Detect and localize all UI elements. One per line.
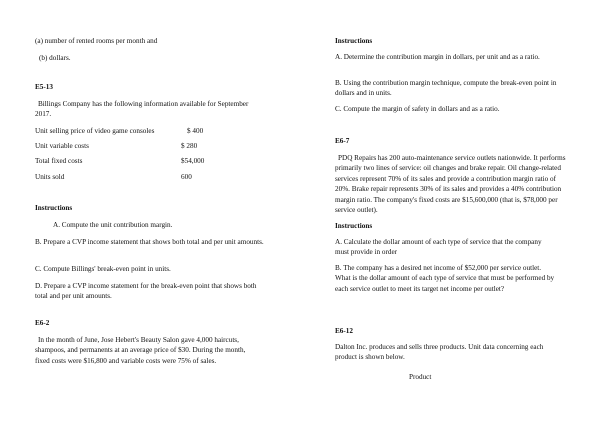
instruction-item: A. Calculate the dollar amount of each type of service that the company must provide in order xyxy=(335,238,542,257)
instruction-item: B. Prepare a CVP income statement that shows both total and per unit amounts. xyxy=(35,238,264,246)
instruction-item: A. Compute the unit contribution margin. xyxy=(53,221,173,229)
instruction-item: A. Determine the contribution margin in dollars, per unit and as a ratio. xyxy=(335,53,540,61)
intro-part-b: (b) dollars. xyxy=(39,54,71,62)
row-label: Total fixed costs xyxy=(35,157,83,165)
intro-part-a: (a) number of rented rooms per month and xyxy=(35,37,158,45)
exercise-text-e5-13: Billings Company has the following information available for September 2017. xyxy=(35,100,249,119)
row-label: Unit selling price of video game consoles xyxy=(35,127,155,135)
exercise-text-e6-2: In the month of June, Jose Hebert's Beauty Salon gave 4,000 haircuts, shampoos, and permanents at an average price of $30. During the month, fixed costs were $16,800 and variable costs were 75% of sales. xyxy=(35,336,246,365)
exercise-heading-e6-12: E6-12 xyxy=(335,327,353,335)
row-label: Unit variable costs xyxy=(35,142,89,150)
exercise-text-e6-7: PDQ Repairs has 200 auto-maintenance service outlets nationwide. It performs primarily two lines of service: oil changes and brake repair. Oil change-related services represent 70% of its sales and provide a contribution margin ratio of 20%. Brake repair represents 30% of its sales and provides a 40% contribution margin ratio. The company's fixed costs are $15,600,000 (that is, $78,000 per service outlet). xyxy=(335,154,566,215)
instruction-item: B. Using the contribution margin technique, compute the break-even point in dollars and in units. xyxy=(335,79,557,98)
instructions-heading: Instructions xyxy=(335,37,373,45)
instruction-item: C. Compute the margin of safety in dollars and as a ratio. xyxy=(335,105,500,113)
row-value: $ 280 xyxy=(181,142,198,150)
exercise-heading-e6-7: E6-7 xyxy=(335,137,350,145)
exercise-text-e6-12: Dalton Inc. produces and sells three products. Unit data concerning each product is shown below. xyxy=(335,343,544,362)
instruction-item: B. The company has a desired net income of $52,000 per service outlet. What is the dollar amount of each type of service that must be performed by each service outlet to meet its target net income per outlet? xyxy=(335,264,555,293)
table-row xyxy=(35,141,270,152)
instruction-item: C. Compute Billings' break-even point in units. xyxy=(35,265,171,273)
instructions-heading: Instructions xyxy=(335,222,373,230)
row-value: $54,000 xyxy=(181,157,205,165)
exercise-heading-e6-2: E6-2 xyxy=(35,319,50,327)
row-value: 600 xyxy=(181,173,192,181)
table-row xyxy=(35,172,270,183)
table-row xyxy=(35,156,270,167)
table-row xyxy=(35,126,270,137)
row-label: Units sold xyxy=(35,173,65,181)
product-label: Product xyxy=(409,373,432,381)
row-value: $ 400 xyxy=(187,127,204,135)
instruction-item: D. Prepare a CVP income statement for the break-even point that shows both total and per unit amounts. xyxy=(35,282,257,301)
instructions-heading: Instructions xyxy=(35,204,73,212)
exercise-heading-e5-13: E5-13 xyxy=(35,83,53,91)
